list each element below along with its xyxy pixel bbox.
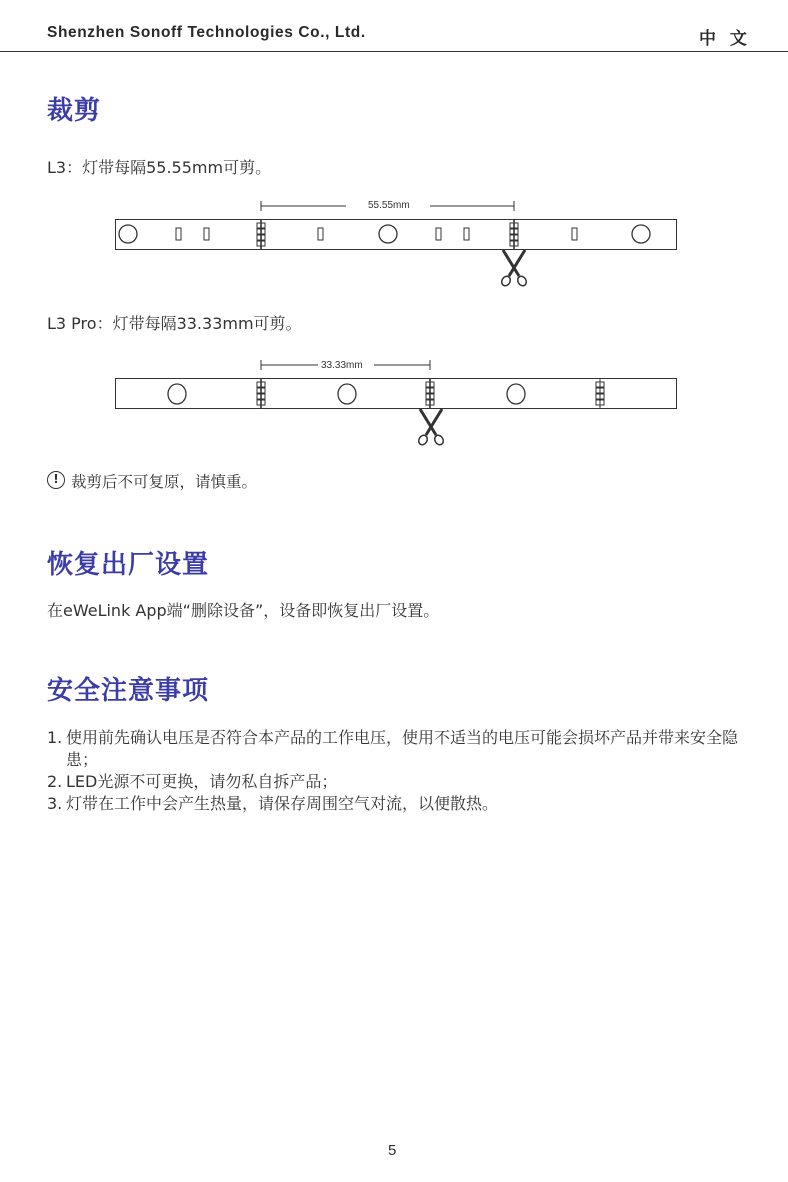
list-item (47, 727, 747, 771)
l3-cut-text: L3：灯带每隔55.55mm可剪。 (47, 158, 272, 177)
list-item-number: 2. (47, 772, 63, 791)
l3pro-strip-components (0, 0, 788, 460)
reset-text: 在eWeLink App端“删除设备”，设备即恢复出厂设置。 (47, 601, 440, 620)
list-item (47, 771, 747, 793)
list-item (47, 793, 747, 815)
safety-list (47, 727, 747, 815)
section-title-safety: 安全注意事项 (47, 676, 210, 706)
page-number: 5 (388, 1142, 397, 1159)
cut-warning-text: 裁剪后不可复原，请慎重。 (71, 473, 258, 491)
section-title-reset: 恢复出厂设置 (47, 550, 210, 580)
l3pro-cut-text: L3 Pro：灯带每隔33.33mm可剪。 (47, 314, 302, 333)
warning-icon: ! (47, 471, 65, 489)
language-label: 中 文 (699, 29, 751, 49)
l3-dimension-label: 55.55mm (368, 200, 410, 211)
scissors-icon (416, 409, 446, 447)
section-title-cutting: 裁剪 (47, 96, 102, 126)
list-item-number: 3. (47, 794, 63, 813)
list-item-text: 灯带在工作中会产生热量，请保存周围空气对流，以便散热。 (66, 794, 499, 813)
l3pro-dimension-label: 33.33mm (321, 360, 363, 371)
list-item-number: 1. (47, 728, 63, 747)
company-name: Shenzhen Sonoff Technologies Co., Ltd. (47, 24, 366, 41)
list-item-text: LED光源不可更换，请勿私自拆产品； (66, 772, 338, 791)
list-item-text: 使用前先确认电压是否符合本产品的工作电压，使用不适当的电压可能会损坏产品并带来安全隐患； (66, 728, 739, 769)
